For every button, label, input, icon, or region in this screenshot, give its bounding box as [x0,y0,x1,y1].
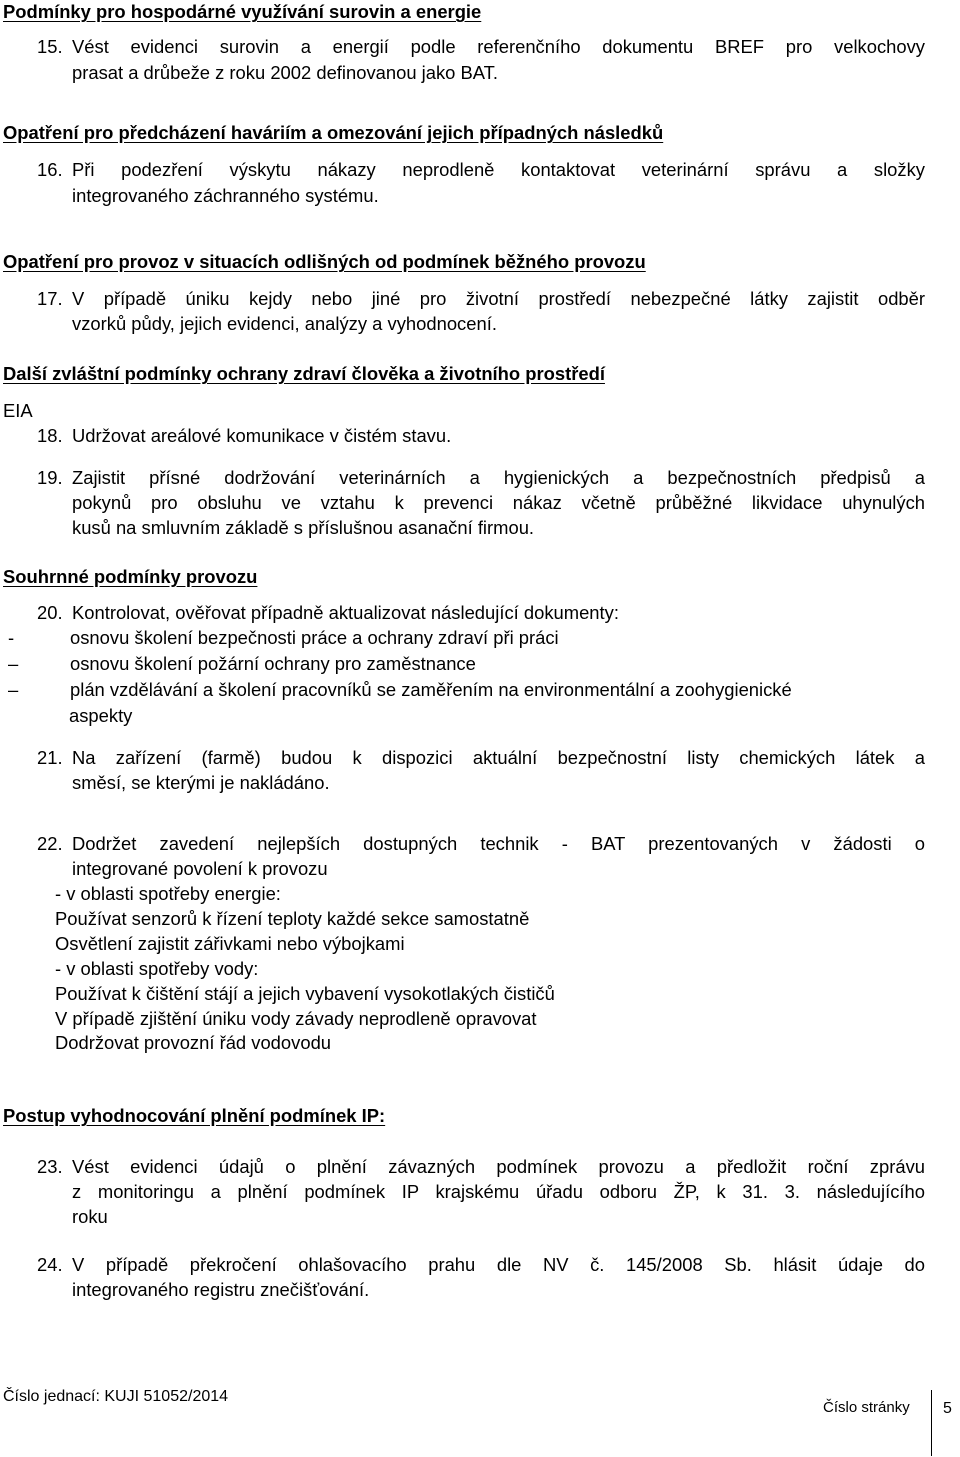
item-15-line-2: prasat a drůbeže z roku 2002 definovanou jako BAT. [72,62,498,83]
item-16-line-1: Při podezření výskytu nákazy neprodleně kontaktovat veterinární správu a složky [72,159,925,180]
footer-divider [931,1390,932,1456]
item-number-19: 19. [37,467,63,488]
item-21-line-2: směsí, se kterými je nakládáno. [72,772,330,793]
item-19-line-1: Zajistit přísné dodržování veterinárních a hygienických a bezpečnostních předpisů a [72,467,925,488]
bullet-text: plán vzdělávání a školení pracovníků se zaměřením na environmentální a zoohygienické [70,679,792,700]
item-22-line-1: Dodržet zavedení nejlepších dostupných technik - BAT prezentovaných v žádosti o [72,833,925,854]
item-number-23: 23. [37,1156,63,1177]
item-number-17: 17. [37,288,63,309]
bat-line: - v oblasti spotřeby energie: [55,883,281,904]
section-heading-abnormal-operation: Opatření pro provoz v situacích odlišných od podmínek běžného provozu [3,251,646,272]
section-heading-accidents: Opatření pro předcházení haváriím a omezování jejich případných následků [3,122,664,143]
bat-line: Používat k čištění stájí a jejich vybavení vysokotlakých čističů [55,983,555,1004]
section-heading-evaluation: Postup vyhodnocování plnění podmínek IP: [3,1105,386,1126]
item-number-15: 15. [37,36,63,57]
item-18-line-1: Udržovat areálové komunikace v čistém stavu. [72,425,452,446]
bullet-marker: - [8,627,15,648]
section-heading-health-protection: Další zvláštní podmínky ochrany zdraví člověka a životního prostředí [3,363,605,384]
item-23-line-1: Vést evidenci údajů o plnění závazných podmínek provozu a předložit roční zprávu [72,1156,925,1177]
item-17-line-1: V případě úniku kejdy nebo jiné pro životní prostředí nebezpečné látky zajistit odběr [72,288,925,309]
bullet-marker: – [8,653,19,674]
item-23-line-2: z monitoringu a plnění podmínek IP krajskému úřadu odboru ŽP, k 31. 3. následujícího [72,1181,925,1202]
item-20-line-1: Kontrolovat, ověřovat případně aktualizovat následující dokumenty: [72,602,619,623]
bullet-text: osnovu školení požární ochrany pro zaměstnance [70,653,476,674]
item-number-16: 16. [37,159,63,180]
item-number-20: 20. [37,602,63,623]
item-22-line-2: integrované povolení k provozu [72,858,328,879]
bullet-text-continuation: aspekty [69,705,133,726]
footer-page-label: Číslo stránky [823,1399,910,1416]
item-19-line-2: pokynů pro obsluhu ve vztahu k prevenci nákaz včetně průběžné likvidace uhynulých [72,492,925,513]
item-16-line-2: integrovaného záchranného systému. [72,185,379,206]
section-heading-summary-conditions: Souhrnné podmínky provozu [3,566,258,587]
item-23-line-3: roku [72,1206,108,1227]
section-heading-resources: Podmínky pro hospodárné využívání surovin a energie [3,1,482,22]
item-17-line-2: vzorků půdy, jejich evidenci, analýzy a vyhodnocení. [72,313,497,334]
bullet-text: osnovu školení bezpečnosti práce a ochrany zdraví při práci [70,627,559,648]
eia-label: EIA [3,400,33,421]
bat-line: Osvětlení zajistit zářivkami nebo výbojkami [55,933,405,954]
item-number-24: 24. [37,1254,63,1275]
bat-line: Používat senzorů k řízení teploty každé sekce samostatně [55,908,530,929]
item-24-line-1: V případě překročení ohlašovacího prahu dle NV č. 145/2008 Sb. hlásit údaje do [72,1254,925,1275]
item-number-18: 18. [37,425,63,446]
footer-page-number: 5 [943,1400,952,1417]
item-15-line-1: Vést evidenci surovin a energií podle referenčního dokumentu BREF pro velkochovy [72,36,925,57]
bullet-marker: – [8,679,19,700]
item-24-line-2: integrovaného registru znečišťování. [72,1279,370,1300]
bat-line: Dodržovat provozní řád vodovodu [55,1032,332,1053]
item-number-21: 21. [37,747,63,768]
item-19-line-3: kusů na smluvním základě s příslušnou asanační firmou. [72,517,535,538]
item-21-line-1: Na zařízení (farmě) budou k dispozici aktuální bezpečnostní listy chemických látek a [72,747,925,768]
footer-reference: Číslo jednací: KUJI 51052/2014 [3,1388,229,1405]
bat-line: - v oblasti spotřeby vody: [55,958,259,979]
bat-line: V případě zjištění úniku vody závady neprodleně opravovat [55,1008,537,1029]
item-number-22: 22. [37,833,63,854]
